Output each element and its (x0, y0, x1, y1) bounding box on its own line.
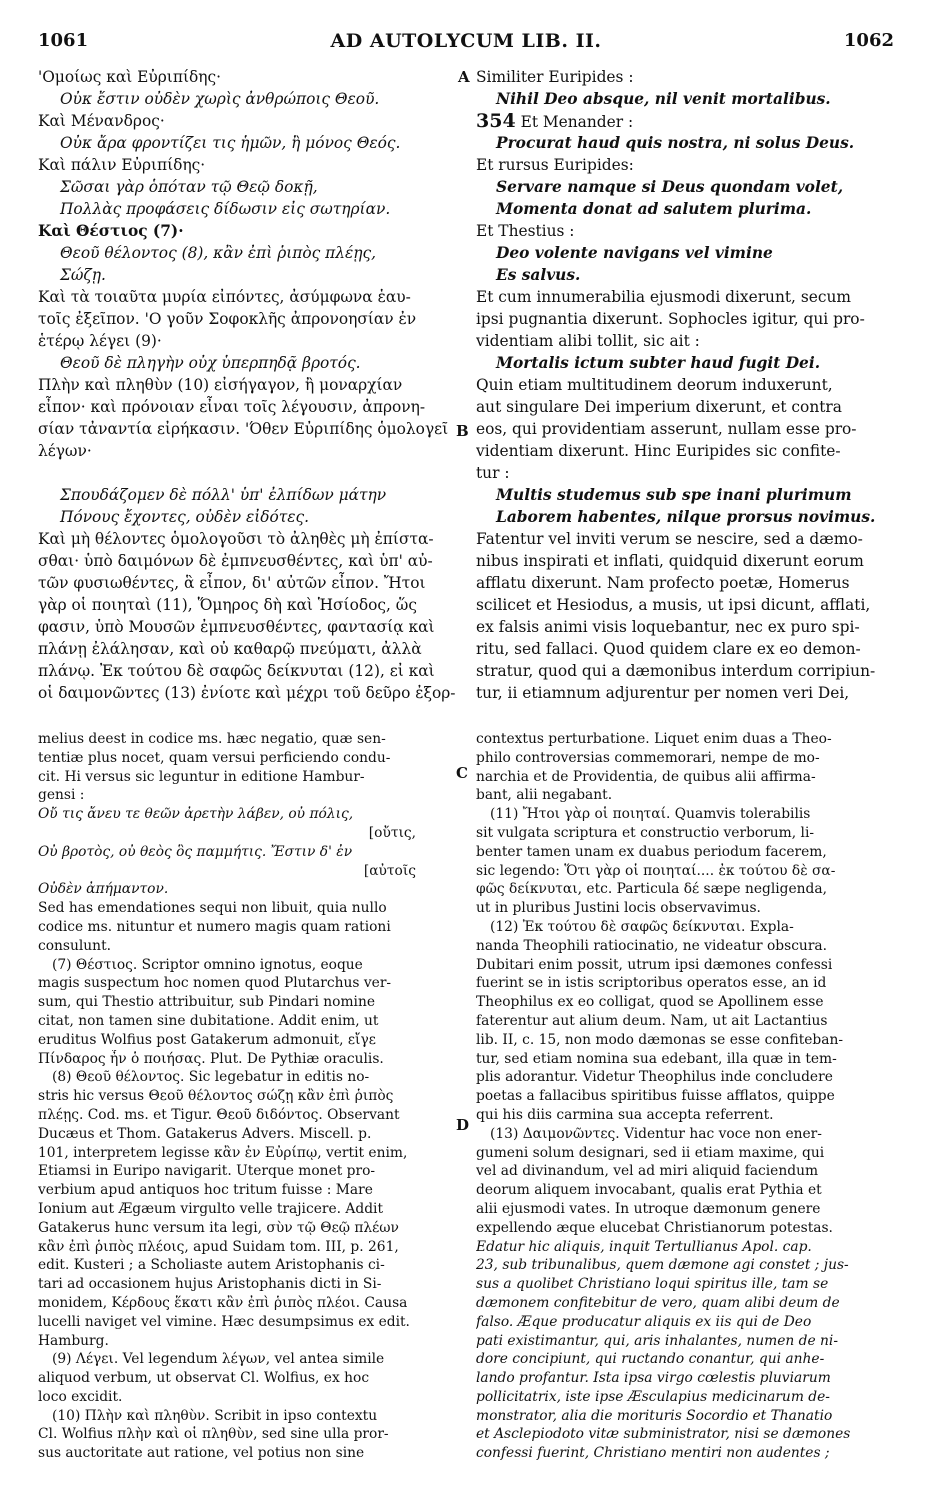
note-line: lib. II, c. 15, non modo dæmonas se esse confiteban- (476, 1031, 844, 1048)
text-line: Et Thestius : (476, 222, 575, 240)
note-line: tari ad occasionem hujus Aristophanis dicti in Si- (38, 1276, 382, 1293)
note-line: [αὐτοῖς (363, 862, 416, 879)
margin-letter-b: B (456, 422, 469, 440)
note-line: tur, sed etiam nomina sua edebant, illa quæ in tem- (476, 1050, 837, 1067)
text-line: ex falsis animi visis loquebantur, nec ex puro spi- (476, 618, 860, 636)
note-line: philo controversias commemorari, nempe de mo- (476, 749, 820, 766)
text-line: σθαι· ὑπὸ δαιμόνων δὲ ἐμπνευσθέντες, καὶ ὑπ' αὐ- (38, 552, 433, 570)
footnotes-right (476, 730, 892, 1463)
note-line: Hamburg. (38, 1332, 109, 1349)
note-line: pati existimantur, qui, aris inhalantes, numen de ni- (476, 1332, 838, 1349)
text-line: ritu, sed fallaci. Quod quidem clare ex eo demon- (476, 640, 861, 658)
note-line: [οὔτις, (368, 824, 416, 841)
text-line: σίαν τἀναντία εἰρήκασιν. 'Όθεν Εὐριπίδης ὁμολογεῖ (38, 420, 449, 438)
text-line: Καὶ τὰ τοιαῦτα μυρία εἰπόντες, ἀσύμφωνα ἑαυ- (38, 288, 411, 306)
note-line: sit vulgata scriptura et constructio verborum, li- (476, 824, 815, 841)
note-line: (8) Θεοῦ θέλοντος. Sic legebatur in editis no- (52, 1069, 370, 1086)
text-line: πλάνῳ. Ἐκ τούτου δὲ σαφῶς δείκνυται (12), εἰ καὶ (38, 662, 435, 680)
verse-line: Πολλὰς προφάσεις δίδωσιν εἰς σωτηρίαν. (60, 200, 391, 218)
note-line: bant, alii negabant. (476, 787, 613, 804)
text-line: Καὶ Μένανδρος· (38, 112, 165, 130)
text-line: Et rursus Euripides: (476, 156, 634, 174)
note-line: Dubitari enim possit, utrum ipsi dæmones confessi (476, 956, 833, 973)
verse-line: Οὐκ ἄρα φροντίζει τις ἡμῶν, ἢ μόνος Θεός. (60, 134, 401, 152)
verse-line: Σώζῃ. (60, 266, 106, 284)
note-line: benter tamen unam ex duabus periodum facerem, (476, 843, 827, 860)
note-line: consulunt. (38, 937, 111, 954)
note-line: contextus perturbatione. Liquet enim duas a Theo- (476, 731, 832, 747)
note-line: et Asclepiodoto vitæ subministrator, nisi se dæmones (476, 1426, 851, 1443)
text-line: eos, qui providentiam asserunt, nullam esse pro- (476, 420, 857, 438)
note-line: falso. Æque producatur aliquis ex iis qui de Deo (476, 1313, 812, 1330)
note-line: Οὐ βροτὸς, οὐ θεὸς ὃς παμμήτις. Ἔστιν δ' ἐν (38, 843, 353, 860)
note-line: (11) Ἤτοι γὰρ οἱ ποιηταί. Quamvis tolerabilis (490, 806, 811, 823)
verse-line: Πόνους ἔχοντες, οὐδὲν εἰδότες. (60, 508, 310, 526)
note-line: Ionium aut Ægæum virgulto velle trajicere. Addit (38, 1200, 383, 1217)
text-line: afflatu dixerunt. Nam profecto poetæ, Homerus (476, 574, 850, 592)
text-line: Similiter Euripides : (476, 68, 634, 86)
note-line: πλέῃς. Cod. ms. et Tigur. Θεοῦ διδόντος. Observant (38, 1106, 400, 1123)
note-line: confessi fuerint, Christiano mentiri non audentes ; (476, 1445, 830, 1462)
page-header (38, 30, 894, 54)
footnotes-left (38, 730, 456, 1463)
text-line: aut singulare Dei imperium dixerunt, et contra (476, 398, 842, 416)
verse-line: Θεοῦ δὲ πληγὴν οὐχ ὑπερπηδᾷ βροτός. (60, 354, 361, 372)
page-number-right: 1062 (843, 30, 894, 51)
text-line: Et cum innumerabilia ejusmodi dixerunt, secum (476, 288, 851, 306)
text-line: tur, ii etiamnum adjurentur per nomen veri Dei, (476, 684, 850, 702)
note-line: melius deest in codice ms. hæc negatio, quæ sen- (38, 731, 386, 747)
note-line: dore concipiunt, qui ructando conantur, qui anhe- (476, 1351, 825, 1368)
verse-line: Nihil Deo absque, nil venit mortalibus. (496, 90, 831, 108)
text-line: ἑτέρῳ λέγει (9)· (38, 332, 162, 350)
note-line: citat, non tamen sine dubitatione. Addit enim, ut (38, 1012, 379, 1029)
verse-line: Procurat haud quis nostra, ni solus Deus. (496, 134, 855, 152)
note-line: aliquod verbum, ut observat Cl. Wolfius, ex hoc (38, 1370, 370, 1387)
verse-line: Deo volente navigans vel vimine (496, 244, 773, 262)
note-line: (13) Δαιμονῶντες. Videntur hac voce non ener- (490, 1125, 822, 1142)
note-line: nanda Theophili ratiocinatio, ne videatur obscura. (476, 937, 828, 954)
note-line: lucelli naviget vel vimine. Hæc desumpsimus ex edit. (38, 1313, 410, 1330)
text-line: nibus inspirati et inflati, quidquid dixerunt eorum (476, 552, 864, 570)
note-line: stris hic versus Θεοῦ θέλοντος σώζῃ κἂν ἐπὶ ῥιπὸς (38, 1088, 394, 1105)
note-line: ut in pluribus Justini locis observavimus. (476, 900, 761, 917)
note-line: edit. Kusteri ; a Scholiaste autem Aristophanis ci- (38, 1257, 385, 1274)
text-line: πλάνῃ ἐλάλησαν, καὶ οὐ καθαρῷ πνεύματι, ἀλλὰ (38, 640, 422, 658)
text-line: τοῖς ἐξεῖπον. 'Ο γοῦν Σοφοκλῆς ἀπρονοησίαν ἐν (38, 310, 417, 328)
note-line: deorum aliquem invocabant, qualis erat Pythia et (476, 1182, 822, 1199)
note-line: Gatakerus hunc versum ita legi, σὺν τῷ Θεῷ πλέων (38, 1219, 399, 1236)
verse-line: Multis studemus sub spe inani plurimum (496, 486, 852, 504)
note-line: expellendo æque elucebat Christianorum potestas. (476, 1219, 833, 1236)
note-line: fuerint se in istis scriptoribus operatos esse, an id (476, 975, 827, 992)
note-line: Etiamsi in Euripo navigarit. Uterque monet pro- (38, 1163, 376, 1180)
margin-letter-d: D (456, 1116, 470, 1134)
verse-line: Σῶσαι γὰρ ὁπόταν τῷ Θεῷ δοκῇ, (60, 178, 318, 196)
note-line: loco excidit. (38, 1388, 123, 1405)
verse-line: Οὐκ ἔστιν οὐδὲν χωρὶς ἀνθρώποις Θεοῦ. (60, 90, 380, 108)
text-line: videntiam dixerunt. Hinc Euripides sic confite- (476, 442, 841, 460)
text-line: εἶπον· καὶ πρόνοιαν εἶναι τοῖς λέγουσιν, ἀπρονη- (38, 398, 426, 416)
page-number-left: 1061 (38, 30, 89, 51)
text-line: λέγων· (38, 442, 92, 460)
note-line: κἂν ἐπὶ ῥιπὸς πλέοις, apud Suidam tom. III, p. 261, (38, 1238, 399, 1255)
note-line: Edatur hic aliquis, inquit Tertullianus Apol. cap. (476, 1238, 812, 1255)
note-line: plis adorantur. Videtur Theophilus inde concludere (476, 1069, 833, 1086)
text-span: Et Menander : (520, 113, 634, 131)
note-line: 23, sub tribunalibus, quem dæmone agi constet ; jus- (476, 1257, 849, 1274)
note-line: sus auctoritate aut ratione, vel potius non sine (38, 1445, 365, 1462)
verse-line: Θεοῦ θέλοντος (8), κἂν ἐπὶ ῥιπὸς πλέῃς, (60, 244, 377, 262)
text-line: tur : (476, 464, 510, 482)
note-line: lando profantur. Ista ipsa virgo cœlestis pluviarum (476, 1370, 831, 1387)
verse-line: Σπουδάζομεν δὲ πόλλ' ὑπ' ἐλπίδων μάτην (60, 486, 387, 504)
note-line: cit. Hi versus sic leguntur in editione Hambur- (38, 768, 365, 785)
note-line: sum, qui Thestio attribuitur, sub Pindari nomine (38, 994, 376, 1011)
margin-letter-a: A (458, 68, 470, 86)
text-line: φασιν, ὑπὸ Μουσῶν ἐμπνευσθέντες, φαντασίᾳ καὶ (38, 618, 435, 636)
note-line: (12) Ἐκ τούτου δὲ σαφῶς δείκνυται. Expla- (490, 918, 794, 935)
text-line: Καὶ Θέστιος (7)· (38, 222, 184, 240)
note-line: dæmonem confitebitur de vero, quam alibi deum de (476, 1294, 840, 1311)
text-line: scilicet et Hesiodus, a musis, ut ipsi dicunt, afflati, (476, 596, 871, 614)
note-line: 101, interpretem legisse κἂν ἐν Εὐρίπῳ, vertit enim, (38, 1144, 408, 1161)
note-line: alii ejusmodi vates. In utroque dæmonum genere (476, 1200, 821, 1217)
text-line: Πλὴν καὶ πληθὺν (10) εἰσήγαγον, ἢ μοναρχίαν (38, 376, 403, 394)
text-line: Καὶ πάλιν Εὐριπίδης· (38, 156, 206, 174)
note-line: qui his diis carmina sua accepta referrent. (476, 1106, 774, 1123)
note-line: verbium apud antiquos hoc tritum fuisse : Mare (38, 1182, 373, 1199)
note-line: Οὐδὲν ἀπήμαντον. (38, 881, 169, 898)
text-line: τῶν φυσιωθέντες, ἃ εἶπον, δι' αὐτῶν εἶπον. Ἤτοι (38, 574, 426, 592)
note-line: monidem, Κέρδους ἕκατι κἂν ἐπὶ ῥιπὸς πλέοι. Causa (38, 1294, 408, 1311)
note-line: faterentur aut alium deum. Nam, ut ait Lactantius (476, 1012, 828, 1029)
verse-line: Servare namque si Deus quondam volet, (496, 178, 844, 196)
text-line: ipsi pugnantia dixerunt. Sophocles igitur, qui pro- (476, 310, 865, 328)
text-line: γὰρ οἱ ποιηταὶ (11), Ὅμηρος δὴ καὶ Ἡσίοδος, ὥς (38, 596, 417, 614)
text-line: videntiam alibi tollit, sic ait : (476, 332, 700, 350)
text-line: Fatentur vel inviti verum se nescire, sed a dæmo- (476, 530, 863, 548)
text-line: οἱ δαιμονῶντες (13) ἐνίοτε καὶ μέχρι τοῦ δεῦρο ἐξορ- (38, 684, 456, 702)
note-line: vel ad divinandum, vel ad miri aliquid faciendum (476, 1163, 819, 1180)
note-line: (9) Λέγει. Vel legendum λέγων, vel antea simile (52, 1351, 385, 1368)
text-line: 'Ομοίως καὶ Εὐριπίδης· (38, 68, 221, 86)
note-line: monstrator, alia die morituris Socordio et Thanatio (476, 1407, 833, 1424)
note-line: Πίνδαρος ἦν ὁ ποιήσας. Plut. De Pythiæ oraculis. (38, 1050, 384, 1067)
text-line: stratur, quod qui a dæmonibus interdum corripiun- (476, 662, 876, 680)
running-title: AD AUTOLYCUM LIB. II. (330, 30, 602, 52)
verse-line: Laborem habentes, nilque prorsus novimus. (496, 508, 876, 526)
latin-text-column (476, 66, 892, 704)
note-line: narchia et de Providentia, de quibus alii affirma- (476, 768, 816, 785)
note-line: codice ms. nituntur et numero magis quam rationi (38, 918, 391, 935)
note-line: (7) Θέστιος. Scriptor omnino ignotus, eoque (52, 956, 363, 973)
greek-text-column (38, 66, 456, 704)
note-line: magis suspectum hoc nomen quod Plutarchus ver- (38, 975, 392, 992)
text-line: Quin etiam multitudinem deorum induxerunt, (476, 376, 833, 394)
verse-line: Momenta donat ad salutem plurima. (496, 200, 812, 218)
note-line: Sed has emendationes sequi non libuit, quia nullo (38, 900, 387, 917)
note-line: Οὔ τις ἄνευ τε θεῶν ἀρετὴν λάβεν, οὐ πόλις, (38, 806, 354, 823)
note-line: sus a quolibet Christiano loqui spiritus ille, tam se (476, 1276, 829, 1293)
text-line-with-marker (476, 110, 892, 132)
note-line: eruditus Wolfius post Gatakerum admonuit, εἴγε (38, 1031, 376, 1048)
blank-line (38, 462, 456, 484)
note-line: Theophilus ex eo colligat, quod se Apollinem esse (476, 994, 824, 1011)
note-line: φῶς δείκνυται, etc. Particula δέ sæpe negligenda, (476, 881, 828, 898)
note-line: poetas a fallacibus spiritibus fuisse afflatos, quippe (476, 1088, 835, 1105)
text-line: Καὶ μὴ θέλοντες ὁμολογοῦσι τὸ ἀληθὲς μὴ ἐπίστα- (38, 530, 434, 548)
note-line: Cl. Wolfius πλὴν καὶ οἱ πληθὺν, sed sine ulla pror- (38, 1426, 389, 1443)
column-number-marker: 354 (476, 110, 516, 132)
verse-line: Es salvus. (496, 266, 581, 284)
note-line: (10) Πλὴν καὶ πληθὺν. Scribit in ipso contextu (52, 1407, 378, 1424)
margin-letter-c: C (456, 764, 468, 782)
note-line: sic legendo: Ὅτι γὰρ οἱ ποιηταί.... ἐκ τούτου δὲ σα- (476, 862, 836, 879)
note-line: pollicitatrix, iste ipse Æsculapius medicinarum de- (476, 1388, 830, 1405)
note-line: gensi : (38, 787, 85, 804)
note-line: Ducæus et Thom. Gatakerus Advers. Miscell. p. (38, 1125, 372, 1142)
verse-line: Mortalis ictum subter haud fugit Dei. (496, 354, 821, 372)
note-line: tentiæ plus nocet, quam versui perficiendo condu- (38, 749, 391, 766)
note-line: gumeni solum designari, sed ii etiam maxime, qui (476, 1144, 825, 1161)
